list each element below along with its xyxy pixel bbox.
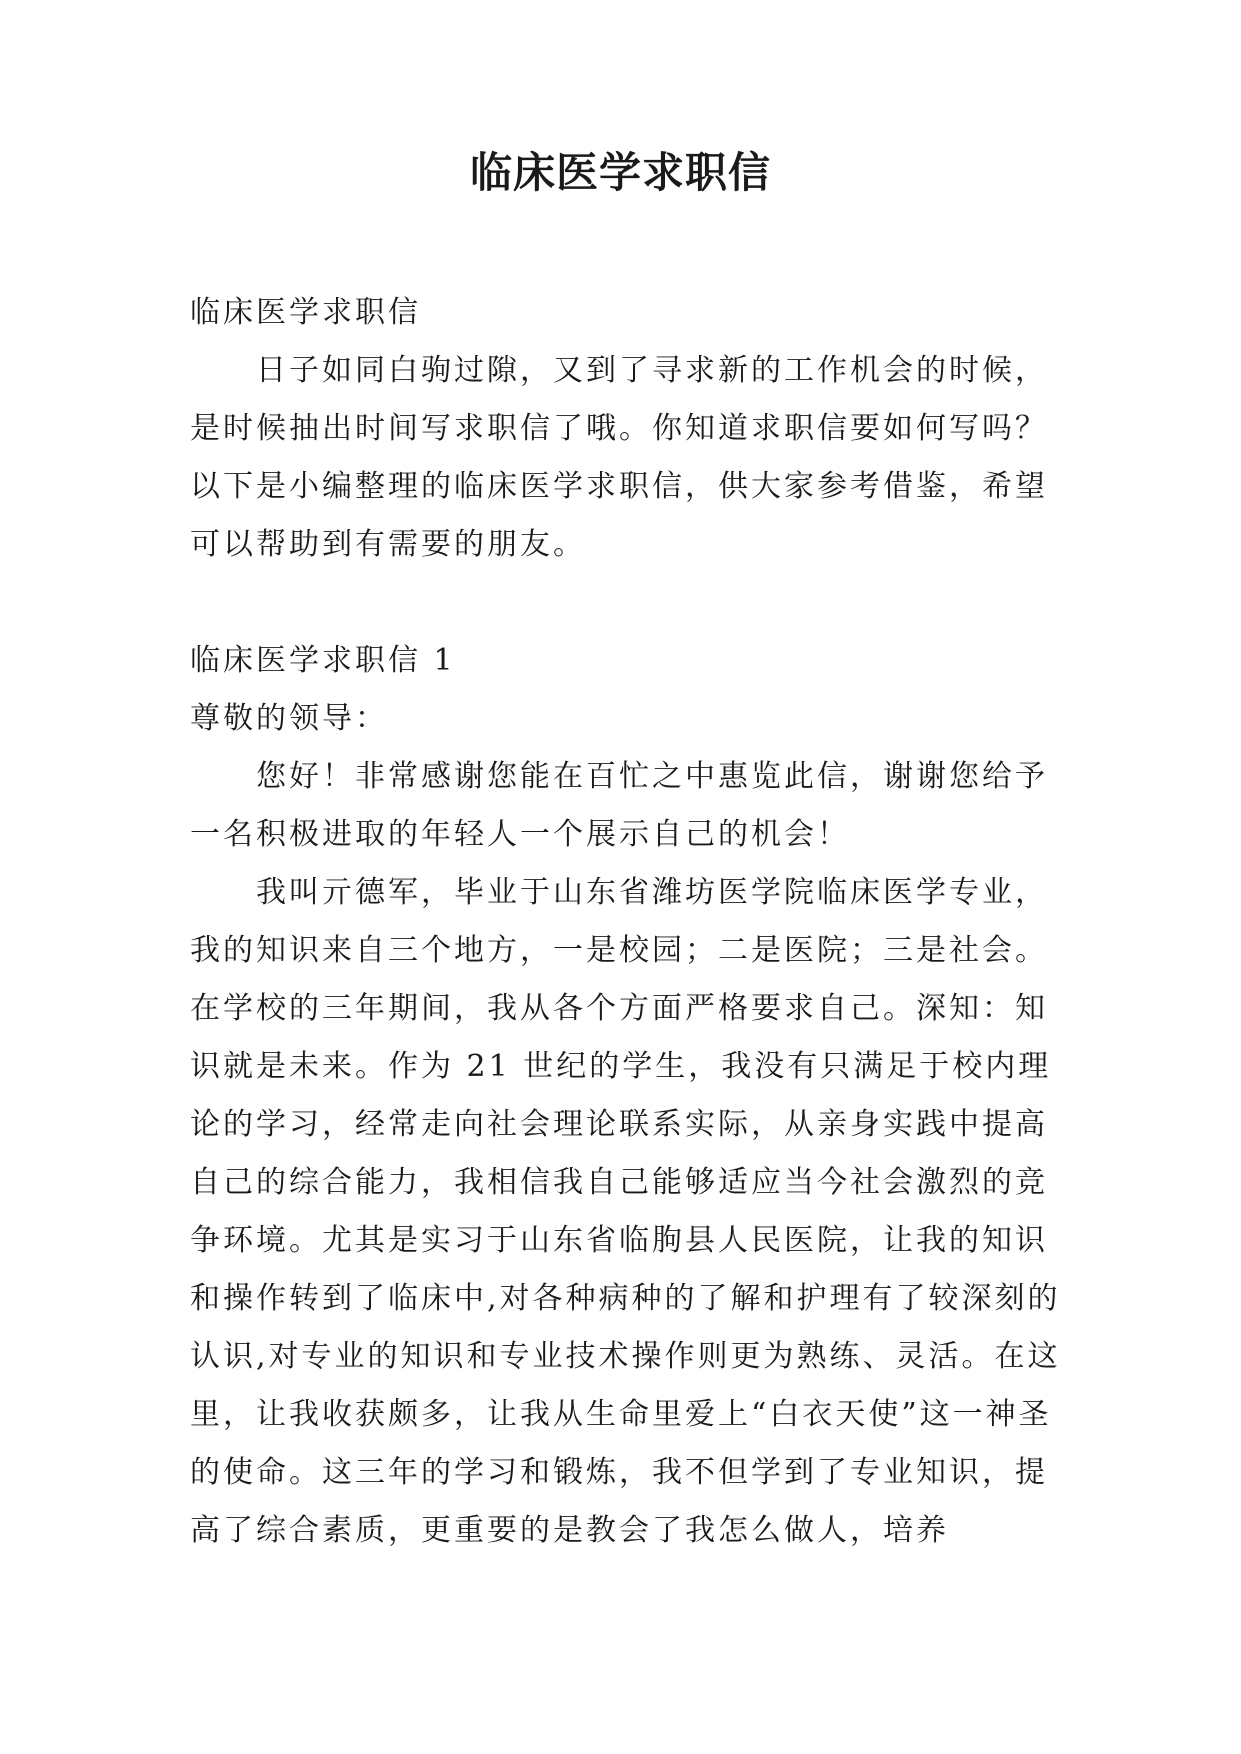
spacer	[190, 574, 1070, 632]
body-paragraph: 我叫亓德军，毕业于山东省潍坊医学院临床医学专业，我的知识来自三个地方，一是校园；二是医院；三是社会。在学校的三年期间，我从各个方面严格要求自己。深知：知识就是未来。作为 21 世纪的学生，我没有只满足于校内理论的学习，经常走向社会理论联系实际，从亲身实践中提高自己的综合能力，我相信我自己能够适应当今社会激烈的竞争环境。尤其是实习于山东省临朐县人民医院，让我的知识和操作转到了临床中,对各种病种的了解和护理有了较深刻的认识,对专业的知识和专业技术操作则更为熟练、灵活。在这里，让我收获颇多，让我从生命里爱上“白衣天使”这一神圣的使命。这三年的学习和锻炼，我不但学到了专业知识，提高了综合素质，更重要的是教会了我怎么做人，培养	[190, 875, 1061, 1548]
document-title: 临床医学求职信	[469, 148, 771, 197]
subtitle: 临床医学求职信	[190, 295, 421, 330]
greeting-paragraph: 您好！非常感谢您能在百忙之中惠览此信，谢谢您给予一名积极进取的年轻人一个展示自己的机会！	[190, 759, 1048, 852]
document-body	[190, 284, 1070, 1560]
section-heading: 临床医学求职信 1	[190, 643, 456, 678]
intro-paragraph: 日子如同白驹过隙，又到了寻求新的工作机会的时候，是时候抽出时间写求职信了哦。你知道求职信要如何写吗？以下是小编整理的临床医学求职信，供大家参考借鉴，希望可以帮助到有需要的朋友。	[190, 353, 1048, 562]
salutation: 尊敬的领导：	[190, 701, 388, 736]
